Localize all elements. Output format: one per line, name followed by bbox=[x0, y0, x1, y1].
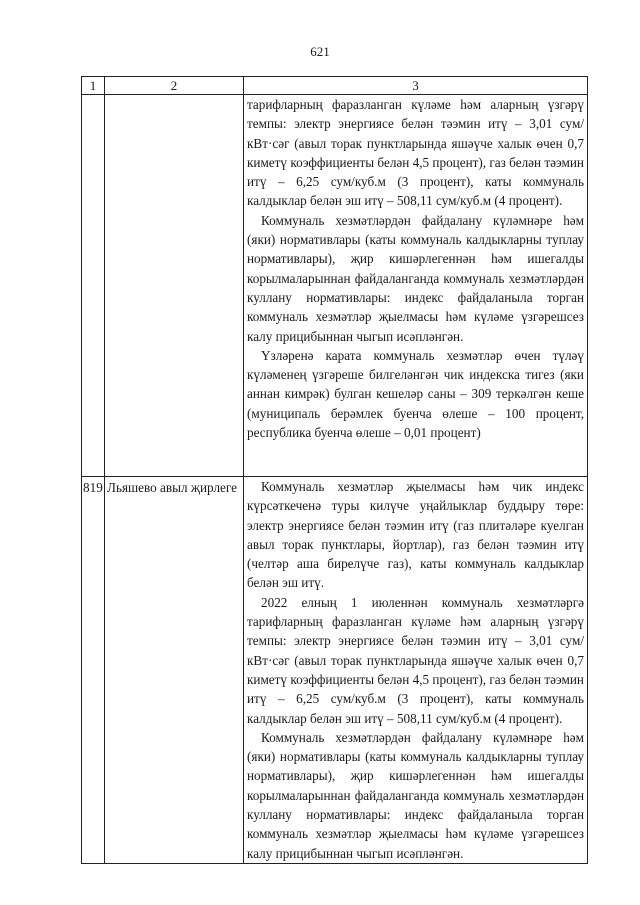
description-paragraph: тарифларның фаразланган күләме һәм аларның үзгәрү темпы: электр энергиясе белән тәэмин итү – 3,01 сум/кВт·сәг (авыл торак пунктларында яшәүче халык өчен 0,7 киметү коэффициенты белән 4,5 процент), газ белән тәэмин итү – 6,25 сум/куб.м (3 процент), каты коммуналь калдыклар белән эш итү – 508,11 сум/куб.м (4 процент). bbox=[247, 97, 584, 209]
settlement-name: Льяшево авыл җирлеге bbox=[105, 477, 244, 864]
settlement-name bbox=[105, 95, 244, 477]
column-header-3: 3 bbox=[244, 77, 588, 95]
description-paragraph: Коммуналь хезмәтләрдән файдалану күләмнәре һәм (яки) нормативлары (каты коммуналь калдыкларны туплау нормативлары), җир кишәрлегеннән һәм ишегалды корылмаларыннан файдаланганда коммуналь хезмәтләрдән куллану нормативлары: индекс файдаланыла торган коммуналь хезмәтләр җыелмасы һәм күләме үзгәрешсез калу прицибыннан чыгып исәпләнгән. bbox=[247, 729, 584, 861]
description-paragraph: 2022 елның 1 июленнән коммуналь хезмәтләргә тарифларның фаразланган күләме һәм аларның үзгәрү темпы: электр энергиясе белән тәэмин итү – 3,01 сум/кВт·сәг (авыл торак пунктларында яшәүче халык өчен 0,7 киметү коэффициенты белән 4,5 процент), газ белән тәэмин итү – 6,25 сум/куб.м (3 процент), каты коммуналь калдыклар белән эш итү – 508,11 сум/куб.м (4 процент). bbox=[247, 594, 584, 726]
description-paragraph: Коммуналь хезмәтләрдән файдалану күләмнәре һәм (яки) нормативлары (каты коммуналь калдыкларны туплау нормативлары), җир кишәрлегеннән һәм ишегалды корылмаларыннан файдаланганда коммуналь хезмәтләрдән куллану нормативлары: индекс файдаланыла торган коммуналь хезмәтләр җыелмасы һәм күләме үзгәрешсез калу прицибыннан чыгып исәпләнгән. bbox=[247, 212, 584, 344]
description-cell bbox=[244, 95, 588, 477]
column-header-1: 1 bbox=[82, 77, 105, 95]
description-paragraph: Үзләренә карата коммуналь хезмәтләр өчен түләү күләменең үзгәреше билгеләнгән чик индекска тигез (яки аннан кимрәк) булган кешеләр саны – 309 теркәлгән кеше (муниципаль берәмлек буенча өлеше – 100 процент, республика буенча өлеше – 0,01 процент) bbox=[247, 347, 584, 441]
description-paragraph: Коммуналь хезмәтләр җыелмасы һәм чик индекс күрсәткеченә туры килүче уңайлыклар буддыру төре: электр энергиясе белән тәэмин итү (газ плитәләре куелган авыл торак пунктлары, йортлар), газ белән тәэмин итү (челтәр аша бирелүче газ), каты коммуналь калдыклар белән эш итү. bbox=[247, 479, 584, 591]
table-row bbox=[82, 477, 588, 864]
column-header-2: 2 bbox=[105, 77, 244, 95]
row-number: 819 bbox=[82, 477, 105, 864]
table-header-row bbox=[82, 77, 588, 95]
description-cell bbox=[244, 477, 588, 864]
document-table bbox=[81, 76, 588, 864]
row-number bbox=[82, 95, 105, 477]
page-number: 621 bbox=[310, 44, 330, 59]
table-row bbox=[82, 95, 588, 477]
